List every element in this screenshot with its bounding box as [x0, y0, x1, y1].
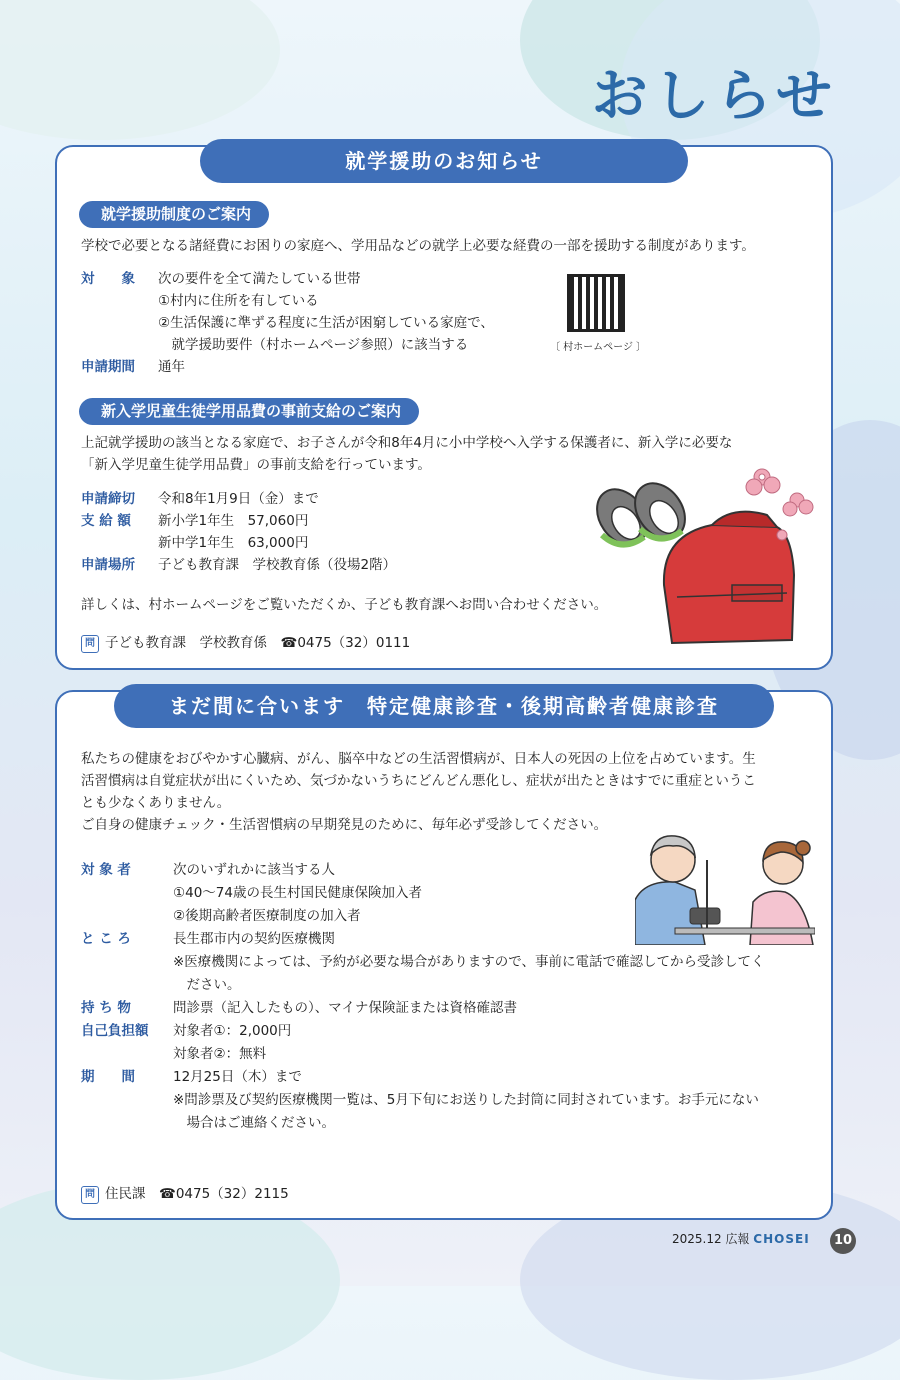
- eligible-line: ②後期高齢者医療制度の加入者: [173, 908, 361, 924]
- inquiry-icon: 問: [81, 1186, 99, 1204]
- eligible-line: ①40～74歳の長生村国民健康保険加入者: [173, 885, 422, 901]
- location-line: ※医療機関によっては、予約が必要な場合がありますので、事前に電話で確認してから受診してく: [173, 954, 765, 970]
- location-line: ださい。: [173, 977, 241, 993]
- school-aid-intro: 学校で必要となる諸経費にお困りの家庭へ、学用品などの就学上必要な経費の一部を援助する制度があります。: [81, 238, 755, 254]
- backpack-icon: [664, 512, 794, 643]
- page-title: おしらせ: [591, 64, 838, 129]
- contact-info: 子ども教育課 学校教育係 ☎0475（32）0111: [105, 635, 411, 651]
- copay-label: 自己負担額: [81, 1023, 149, 1039]
- deadline-value: 令和8年1月9日（金）まで: [158, 491, 319, 507]
- health-intro: とも少なくありません。: [81, 795, 231, 811]
- deadline-label: 申請締切: [81, 491, 135, 507]
- page-number: 10: [830, 1228, 856, 1254]
- blood-pressure-illustration: [635, 830, 815, 945]
- magazine-label: 広報: [725, 1232, 750, 1246]
- issue-date: 2025.12: [672, 1232, 722, 1246]
- eligible-label: 対 象 者: [81, 862, 131, 878]
- new-student-heading: 新入学児童生徒学用品費の事前支給のご案内: [79, 398, 419, 425]
- school-supplies-illustration: [582, 465, 822, 655]
- table-icon: [675, 928, 815, 934]
- cuff-icon: [690, 908, 720, 924]
- background-blob: [0, 0, 280, 140]
- period-line: ※問診票及び契約医療機関一覧は、5月下旬にお送りした封筒に同封されています。お手元にない: [173, 1092, 759, 1108]
- brand-name: CHOSEI: [753, 1232, 810, 1246]
- belongings-label: 持 ち 物: [81, 1000, 131, 1016]
- target-line: 就学援助要件（村ホームページ参照）に該当する: [158, 337, 469, 353]
- application-period-value: 通年: [158, 359, 185, 375]
- target-line: ②生活保護に準ずる程度に生活が困窮している家庭で、: [158, 315, 494, 331]
- target-label: 対 象: [81, 271, 135, 287]
- inquiry-icon: 問: [81, 635, 99, 653]
- application-place-value: 子ども教育課 学校教育係（役場2階）: [158, 557, 397, 573]
- application-period-label: 申請期間: [81, 359, 135, 375]
- period-line: 場合はご連絡ください。: [173, 1115, 335, 1131]
- period-label: 期 間: [81, 1069, 135, 1085]
- health-intro: 私たちの健康をおびやかす心臓病、がん、脳卒中などの生活習慣病が、日本人の死因の上位を占めています。生: [81, 751, 756, 767]
- school-aid-system-heading: 就学援助制度のご案内: [79, 201, 269, 228]
- period-line: 12月25日（木）まで: [173, 1069, 302, 1085]
- amount-label: 支 給 額: [81, 513, 131, 529]
- copay-line: 対象者①：2,000円: [173, 1023, 292, 1039]
- qr-caption: 〔 村ホームページ 〕: [550, 342, 647, 353]
- amount-line: 新小学1年生 57,060円: [158, 513, 309, 529]
- health-intro: 活習慣病は自覚症状が出にくいため、気づかないうちにどんどん悪化し、症状が出たときはすでに重症というこ: [81, 773, 756, 789]
- location-line: 長生郡市内の契約医療機関: [173, 931, 335, 947]
- new-student-intro: 「新入学児童生徒学用品費」の事前支給を行っています。: [81, 457, 431, 473]
- eligible-line: 次のいずれかに該当する人: [173, 862, 335, 878]
- target-line: ①村内に住所を有している: [158, 293, 319, 309]
- school-aid-banner: 就学援助のお知らせ: [200, 139, 688, 183]
- location-label: と こ ろ: [81, 931, 131, 947]
- belongings-value: 問診票（記入したもの）、マイナ保険証または資格確認書: [173, 1000, 517, 1016]
- contact-info: 住民課 ☎0475（32）2115: [105, 1186, 289, 1202]
- health-intro: ご自身の健康チェック・生活習慣病の早期発見のために、毎年必ず受診してください。: [81, 817, 608, 833]
- health-checkup-banner: まだ間に合います 特定健康診査・後期高齢者健康診査: [114, 684, 774, 728]
- school-aid-card: [55, 145, 833, 670]
- details-text: 詳しくは、村ホームページをご覧いただくか、子ども教育課へお問い合わせください。: [81, 597, 608, 613]
- target-line: 次の要件を全て満たしている世帯: [158, 271, 361, 287]
- amount-line: 新中学1年生 63,000円: [158, 535, 309, 551]
- application-place-label: 申請場所: [81, 557, 135, 573]
- copay-line: 対象者②：無料: [173, 1046, 267, 1062]
- health-checkup-card: [55, 690, 833, 1220]
- footer-info: [672, 1230, 810, 1247]
- qr-code[interactable]: [567, 274, 625, 332]
- new-student-intro: 上記就学援助の該当となる家庭で、お子さんが令和8年4月に小中学校へ入学する保護者に、新入学に必要な: [81, 435, 733, 451]
